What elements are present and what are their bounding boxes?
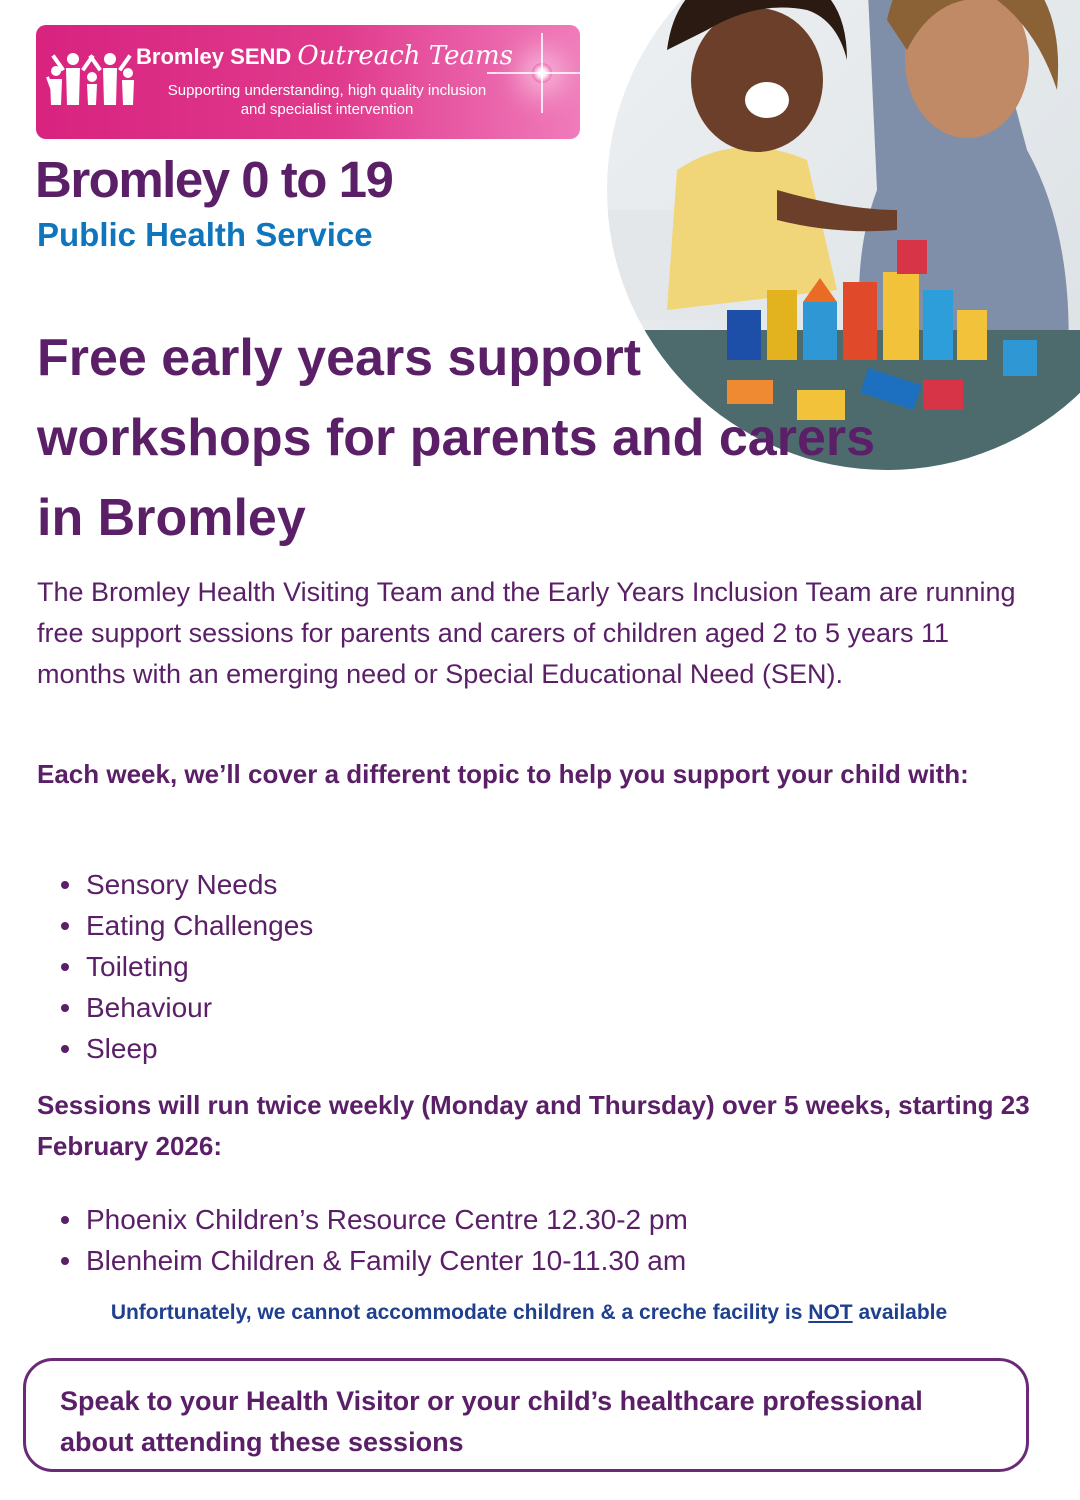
bullet-icon bbox=[61, 922, 69, 930]
bullet-icon bbox=[61, 881, 69, 889]
service-name: Public Health Service bbox=[37, 216, 373, 253]
people-group-icon bbox=[44, 47, 136, 119]
notice-text-before: Unfortunately, we cannot accommodate children & a creche facility is bbox=[110, 1301, 809, 1324]
venue-label: Phoenix Children’s Resource Centre 12.30-2 pm bbox=[86, 1204, 688, 1235]
banner-title bbox=[136, 41, 513, 71]
organisation-name: Bromley 0 to 19 bbox=[35, 151, 393, 208]
topic-label: Toileting bbox=[86, 951, 189, 982]
banner-title-script: Outreach Teams bbox=[297, 41, 514, 71]
list-item bbox=[56, 1028, 313, 1069]
venue-label: Blenheim Children & Family Center 10-11.30 am bbox=[86, 1245, 687, 1276]
banner-title-bold: Bromley SEND bbox=[136, 44, 292, 69]
list-item bbox=[56, 1240, 688, 1281]
list-item bbox=[56, 864, 313, 905]
banner-tagline: Supporting understanding, high quality inclusion and specialist intervention bbox=[167, 82, 487, 118]
call-to-action-text: Speak to your Health Visitor or your child’s healthcare professional about attending these sessions bbox=[60, 1386, 923, 1457]
topics-heading: Each week, we’ll cover a different topic to help you support your child with: bbox=[37, 759, 969, 789]
list-item bbox=[56, 946, 313, 987]
list-item bbox=[56, 987, 313, 1028]
notice-text-after: available bbox=[852, 1301, 948, 1324]
page-headline: Free early years support workshops for parents and carers in Bromley bbox=[37, 329, 876, 547]
topics-list bbox=[56, 864, 313, 1069]
bullet-icon bbox=[61, 1257, 69, 1265]
list-item bbox=[56, 905, 313, 946]
venues-list bbox=[56, 1199, 688, 1281]
topic-label: Sleep bbox=[86, 1033, 158, 1064]
topic-label: Behaviour bbox=[86, 992, 213, 1023]
notice-emphasis: NOT bbox=[808, 1301, 853, 1324]
creche-notice bbox=[0, 1298, 1058, 1328]
bullet-icon bbox=[61, 1004, 69, 1012]
topic-label: Sensory Needs bbox=[86, 869, 278, 900]
bullet-icon bbox=[61, 1216, 69, 1224]
call-to-action-box bbox=[23, 1358, 1029, 1472]
bullet-icon bbox=[61, 963, 69, 971]
sessions-heading: Sessions will run twice weekly (Monday and Thursday) over 5 weeks, starting 23 February 2026: bbox=[37, 1090, 1030, 1161]
list-item bbox=[56, 1199, 688, 1240]
send-outreach-banner bbox=[36, 25, 580, 139]
topic-label: Eating Challenges bbox=[86, 910, 314, 941]
intro-paragraph: The Bromley Health Visiting Team and the Early Years Inclusion Team are running free support sessions for parents and carers of children aged 2 to 5 years 11 months with an emerging need or Special Educational Need (SEN). bbox=[37, 577, 1016, 689]
light-flare-decoration bbox=[532, 63, 552, 83]
bullet-icon bbox=[61, 1045, 69, 1053]
